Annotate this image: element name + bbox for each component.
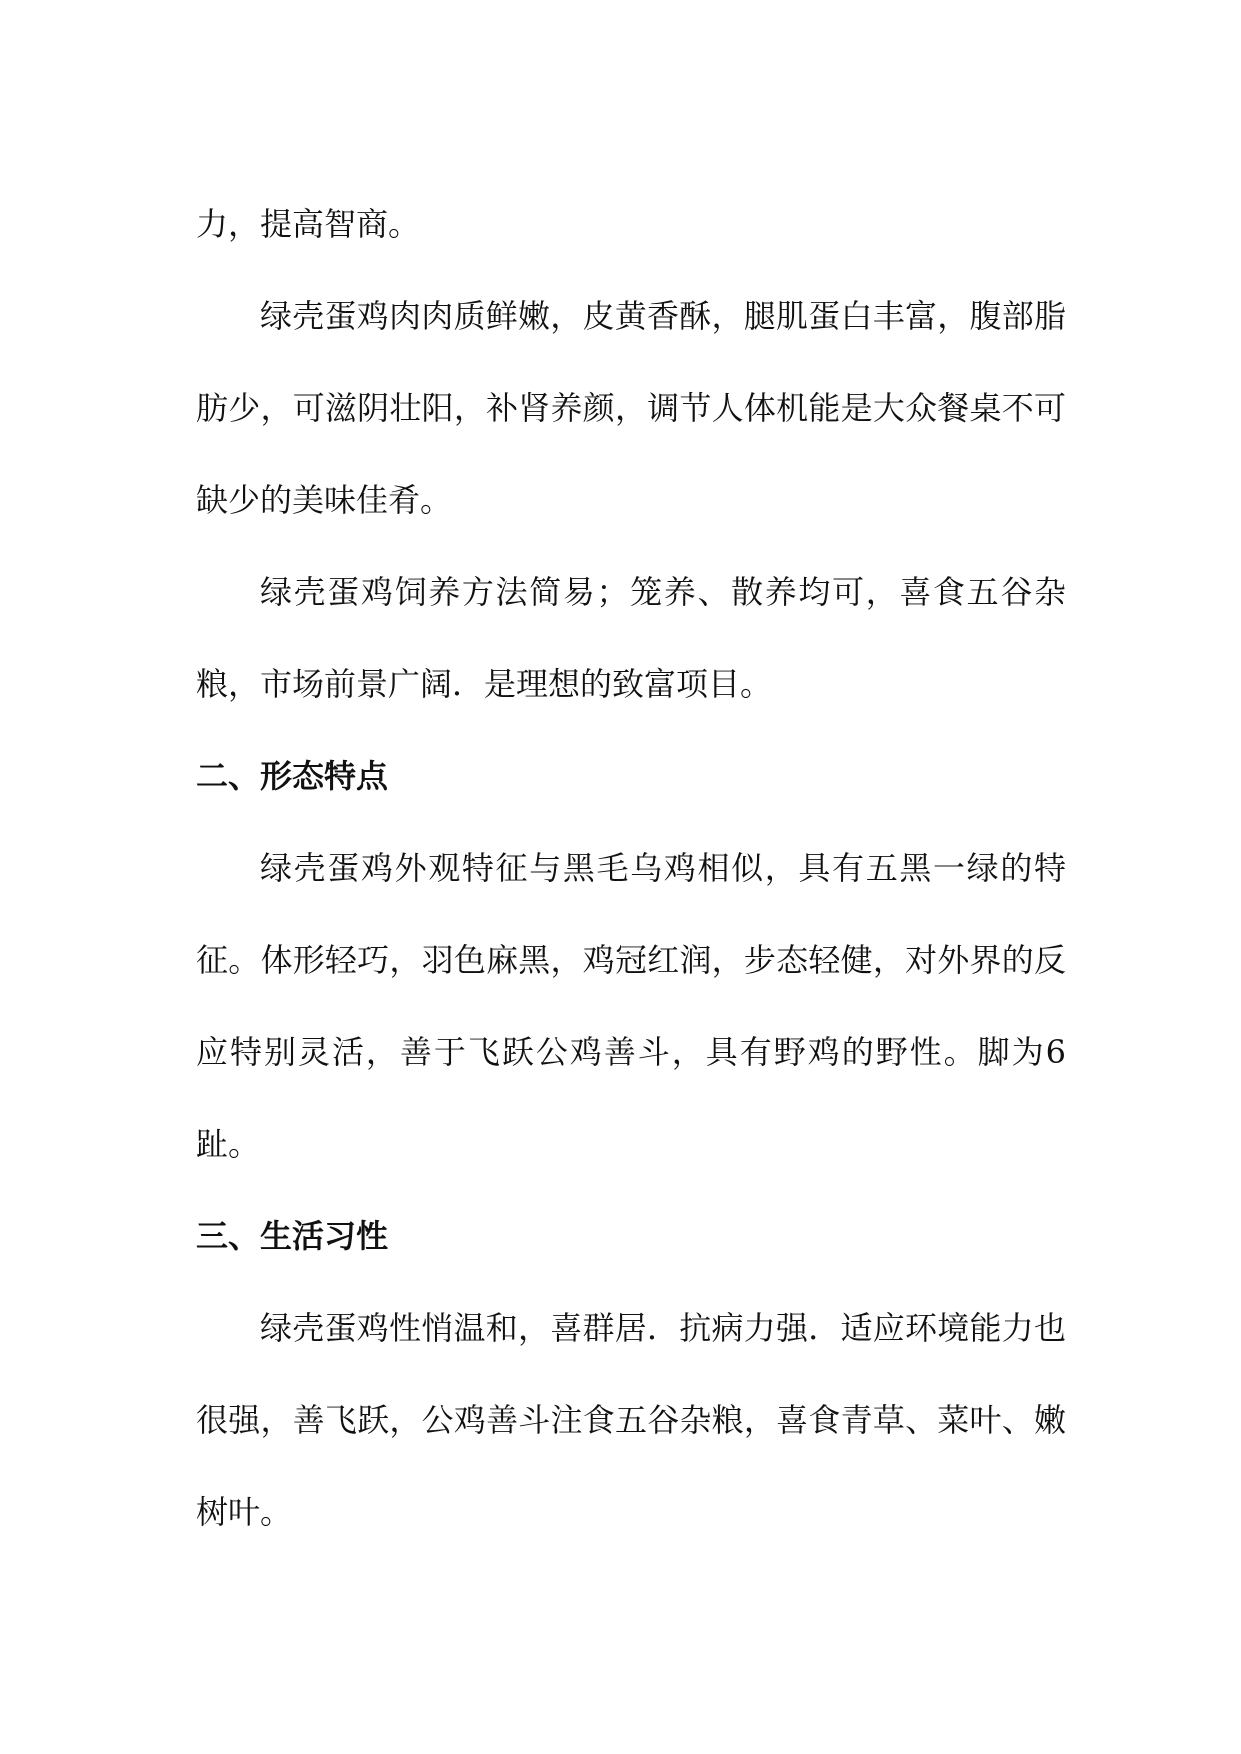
paragraph-meat-quality: 绿壳蛋鸡肉肉质鲜嫩，皮黄香酥，腿肌蛋白丰富，腹部脂肪少，可滋阴壮阳，补肾养颜，调节人体机能是大众餐桌不可缺少的美味佳肴。 bbox=[196, 297, 1066, 519]
document-body bbox=[196, 178, 1066, 1558]
paragraph-feeding-method: 绿壳蛋鸡饲养方法简易；笼养、散养均可，喜食五谷杂粮，市场前景广阔．是理想的致富项目。 bbox=[196, 573, 1066, 703]
section-heading-habits: 三、生活习性 bbox=[196, 1217, 389, 1255]
paragraph-morphology: 绿壳蛋鸡外观特征与黑毛乌鸡相似，具有五黑一绿的特征。体形轻巧，羽色麻黑，鸡冠红润，步态轻健，对外界的反应特别灵活，善于飞跃公鸡善斗，具有野鸡的野性。脚为6趾。 bbox=[196, 849, 1066, 1163]
paragraph-continuation: 力，提高智商。 bbox=[196, 205, 421, 243]
section-heading-morphology: 二、形态特点 bbox=[196, 757, 389, 795]
paragraph-habits: 绿壳蛋鸡性悄温和，喜群居．抗病力强．适应环境能力也很强，善飞跃，公鸡善斗注食五谷杂粮，喜食青草、菜叶、嫩树叶。 bbox=[196, 1309, 1066, 1531]
